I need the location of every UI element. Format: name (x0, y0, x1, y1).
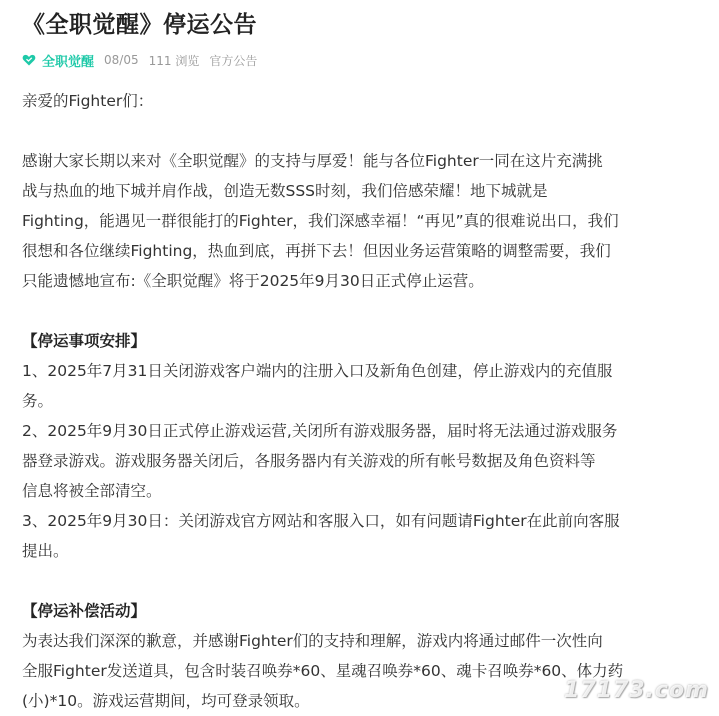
section-title-schedule: 【停运事项安排】 (22, 332, 147, 350)
compensation-line: 全服Fighter发送道具，包含时装召唤券*60、星魂召唤券*60、魂卡召唤券*60、体力药 (22, 662, 624, 680)
article-body (22, 86, 702, 716)
intro-line: 感谢大家长期以来对《全职觉醒》的支持与厚爱！能与各位Fighter一同在这片充满挑 (22, 152, 603, 170)
source-link[interactable]: 全职觉醒 (42, 54, 95, 70)
page-title: 《全职觉醒》停运公告 (22, 12, 257, 38)
schedule-line: 3、2025年9月30日：关闭游戏官方网站和客服入口，如有问题请Fighter在此前向客服 (22, 512, 620, 530)
heart-icon (22, 53, 36, 67)
schedule-line: 提出。 (22, 542, 69, 560)
schedule-line: 器登录游戏。游戏服务器关闭后，各服务器内有关游戏的所有帐号数据及角色资料等 (22, 452, 596, 470)
intro-line: 很想和各位继续Fighting，热血到底，再拼下去！但因业务运营策略的调整需要，我们 (22, 242, 611, 260)
schedule-line: 务。 (22, 392, 54, 410)
category-label: 官方公告 (209, 53, 258, 68)
compensation-line: (小)*10。游戏运营期间，均可登录领取。 (22, 692, 310, 710)
schedule-line: 2、2025年9月30日正式停止游戏运营,关闭所有游戏服务器，届时将无法通过游戏服务 (22, 422, 618, 440)
intro-line: 只能遗憾地宣布:《全职觉醒》将于2025年9月30日正式停止运营。 (22, 272, 484, 290)
schedule-line: 1、2025年7月31日关闭游戏客户端内的注册入口及新角色创建，停止游戏内的充值服 (22, 362, 613, 380)
view-count: 111 浏览 (148, 53, 200, 68)
publish-date: 08/05 (104, 53, 139, 67)
section-title-compensation: 【停运补偿活动】 (22, 602, 147, 620)
greeting: 亲爱的Fighter们： (22, 92, 154, 110)
article-meta (22, 51, 257, 69)
site-watermark: 17173.com (564, 678, 709, 703)
intro-line: Fighting，能遇见一群很能打的Fighter，我们深感幸福！“再见”真的很难说出口，我们 (22, 212, 619, 230)
compensation-line: 为表达我们深深的歉意，并感谢Fighter们的支持和理解，游戏内将通过邮件一次性向 (22, 632, 603, 650)
intro-line: 战与热血的地下城并肩作战，创造无数SSS时刻，我们倍感荣耀！地下城就是 (22, 182, 548, 200)
schedule-line: 信息将被全部清空。 (22, 482, 162, 500)
